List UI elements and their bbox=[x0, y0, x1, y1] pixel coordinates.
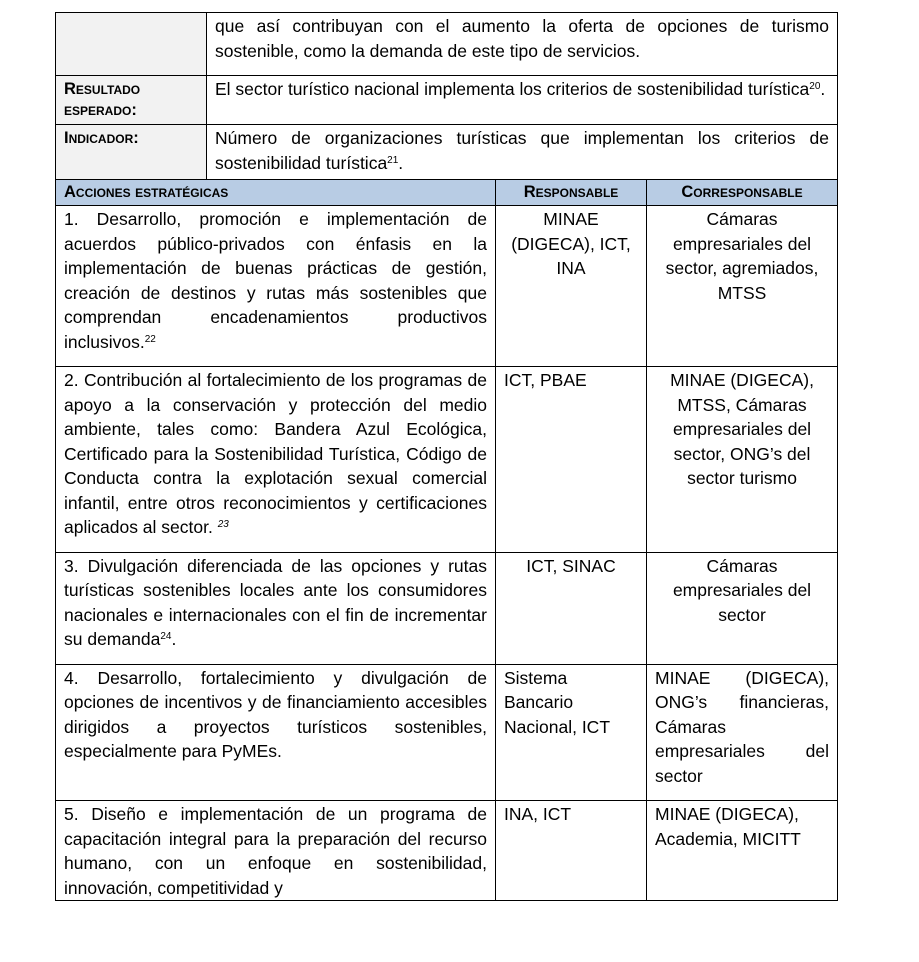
strategic-actions-table bbox=[55, 12, 838, 901]
footnote-ref: 21 bbox=[387, 154, 399, 166]
action-cell bbox=[56, 206, 496, 367]
action-cell: 3. Divulgación diferenciada de las opciones y rutas turísticas sostenibles locales ante los consumidores nacionales e internacionales con el fin de incrementar su demanda$^{24}$. bbox=[56, 552, 496, 664]
action-cell bbox=[56, 367, 496, 553]
intro-row bbox=[56, 13, 838, 76]
corresponsable-cell: MINAE (DIGECA), ONG’s financieras, Cámaras empresariales del sector bbox=[647, 664, 838, 801]
action-cell: 5. Diseño e implementación de un programa de capacitación integral para la preparación del recurso humano, con un enfoque en sostenibilidad, innovación, competitividad y bbox=[56, 801, 496, 901]
corresponsable-cell: Cámaras empresariales del sector, agremiados, MTSS bbox=[647, 206, 838, 367]
corresponsable-cell: MINAE (DIGECA), Academia, MICITT bbox=[647, 801, 838, 901]
resultado-label: Resultado esperado: bbox=[56, 76, 207, 125]
indicador-cell bbox=[207, 125, 838, 180]
intro-label-cell bbox=[56, 13, 207, 76]
action-text: 3. Divulgación diferenciada de las opciones y rutas turísticas sostenibles locales ante los consumidores nacionales e internacionales con el fin de incrementar su demanda bbox=[64, 555, 487, 649]
resultado-row bbox=[56, 76, 838, 125]
responsable-cell: ICT, SINAC bbox=[496, 552, 647, 664]
corresponsable-cell: Cámaras empresariales del sector bbox=[647, 552, 838, 664]
table-header-row bbox=[56, 180, 838, 206]
indicador-text: Número de organizaciones turísticas que implementan los criterios de sostenibilidad turística bbox=[215, 128, 830, 173]
footnote-ref: 20 bbox=[809, 81, 821, 92]
table-row bbox=[56, 801, 838, 901]
action-text: 2. Contribución al fortalecimiento de los programas de apoyo a la conservación y protección del medio ambiente, tales como: Bandera Azul Ecológica, Certificado para la Sostenibilidad Turística, Código de Conducta contra la explotación sexual comercial infantil, entre otros reconocimientos y certificaciones aplicados al sector. bbox=[64, 370, 487, 537]
footnote-ref: 24 bbox=[160, 631, 172, 642]
table-row bbox=[56, 206, 838, 367]
corresponsable-cell: MINAE (DIGECA), MTSS, Cámaras empresariales del sector, ONG’s del sector turismo bbox=[647, 367, 838, 553]
resultado-text: El sector turístico nacional implementa los criterios de sostenibilidad turística bbox=[215, 79, 810, 99]
table-row bbox=[56, 552, 838, 664]
action-text: 1. Desarrollo, promoción e implementación de acuerdos público-privados con énfasis en la implementación de buenas prácticas de gestión, creación de destinos y rutas más sostenibles que comprendan encadenamientos productivos inclusivos. bbox=[64, 209, 487, 352]
responsable-cell: MINAE (DIGECA), ICT, INA bbox=[496, 206, 647, 367]
table-row bbox=[56, 367, 838, 553]
responsable-cell: Sistema Bancario Nacional, ICT bbox=[496, 664, 647, 801]
footnote-ref: 22 bbox=[144, 333, 156, 345]
indicador-tail: . bbox=[398, 152, 404, 173]
indicador-row bbox=[56, 125, 838, 180]
intro-text: que así contribuyan con el aumento la oferta de opciones de turismo sostenible, como la demanda de este tipo de servicios. bbox=[207, 13, 838, 76]
indicador-label: Indicador: bbox=[56, 125, 207, 180]
header-acciones: Acciones estratégicas bbox=[56, 180, 496, 206]
resultado-tail: . bbox=[820, 79, 826, 99]
footnote-ref: 23 bbox=[217, 519, 229, 530]
action-cell: 4. Desarrollo, fortalecimiento y divulgación de opciones de incentivos y de financiamiento accesibles dirigidos a proyectos turísticos sostenibles, especialmente para PyMEs. bbox=[56, 664, 496, 801]
table-row bbox=[56, 664, 838, 801]
responsable-cell: INA, ICT bbox=[496, 801, 647, 901]
header-responsable: Responsable bbox=[496, 180, 647, 206]
resultado-cell bbox=[207, 76, 838, 125]
header-corresponsable: Corresponsable bbox=[647, 180, 838, 206]
responsable-cell: ICT, PBAE bbox=[496, 367, 647, 553]
